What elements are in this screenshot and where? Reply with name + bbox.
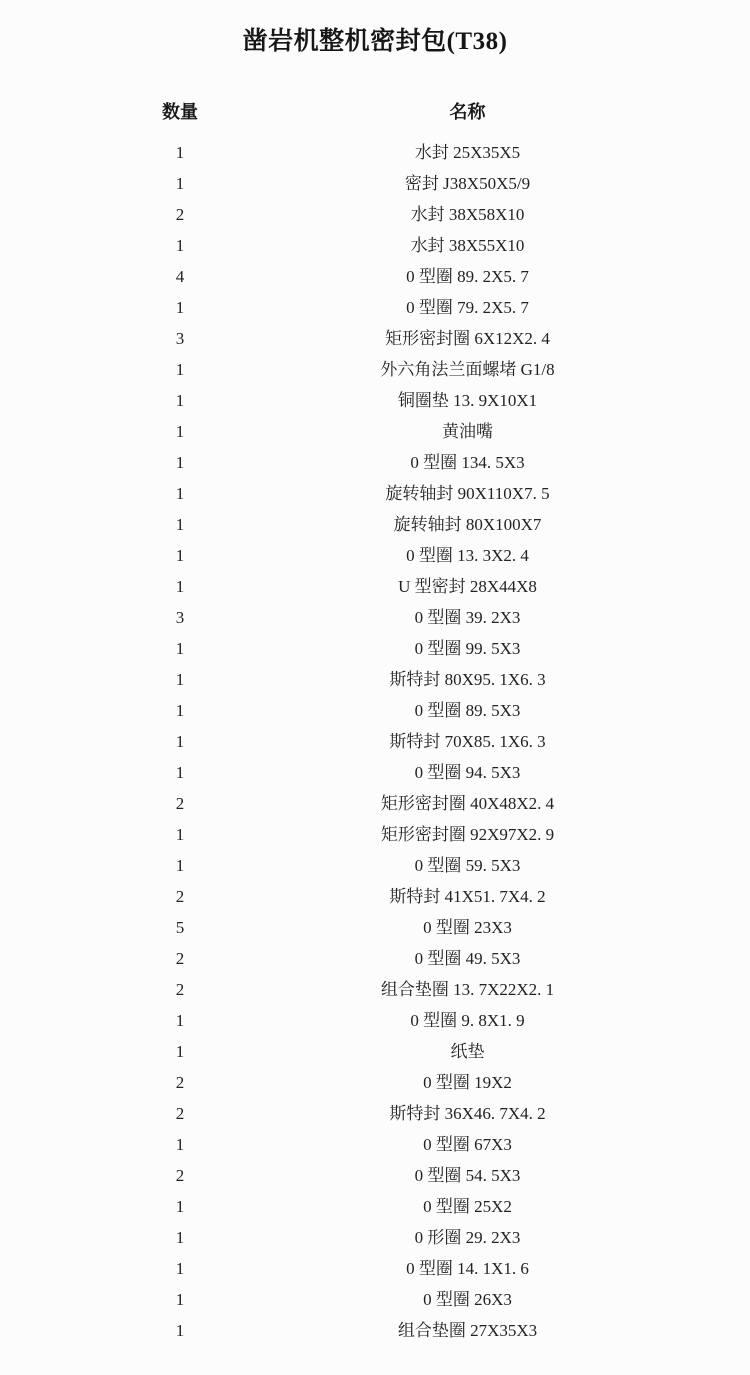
name-cell: 0 型圈 19X2 (423, 1073, 512, 1092)
quantity-cell: 2 (175, 1073, 185, 1092)
table-row (85, 230, 660, 261)
quantity-cell: 1 (175, 236, 185, 255)
name-cell: 斯特封 70X85. 1X6. 3 (389, 732, 546, 751)
name-cell: 矩形密封圈 40X48X2. 4 (380, 794, 555, 813)
quantity-cell: 1 (175, 856, 185, 875)
quantity-cell: 1 (175, 825, 185, 844)
name-cell: 0 型圈 67X3 (423, 1135, 512, 1154)
name-cell: 旋转轴封 90X110X7. 5 (385, 484, 550, 503)
name-cell: 0 型圈 25X2 (423, 1197, 512, 1216)
quantity-cell: 2 (175, 980, 185, 999)
quantity-cell: 2 (175, 794, 185, 813)
name-cell: 水封 38X58X10 (410, 205, 525, 224)
name-cell: 水封 25X35X5 (414, 143, 521, 162)
table-row (85, 664, 660, 695)
quantity-column-header: 数量 (162, 102, 198, 122)
quantity-cell: 1 (175, 391, 185, 410)
quantity-cell: 1 (175, 1321, 185, 1340)
name-cell: U 型密封 28X44X8 (398, 577, 537, 596)
name-cell: 水封 38X55X10 (410, 236, 525, 255)
name-cell: 0 型圈 26X3 (423, 1290, 512, 1309)
table-row (85, 509, 660, 540)
table-row (85, 292, 660, 323)
name-cell: 0 型圈 134. 5X3 (410, 453, 525, 472)
table-row (85, 912, 660, 943)
quantity-cell: 2 (175, 205, 185, 224)
name-cell: 0 型圈 49. 5X3 (414, 949, 521, 968)
table-header-row (85, 97, 660, 128)
table-row (85, 571, 660, 602)
name-cell: 斯特封 80X95. 1X6. 3 (389, 670, 546, 689)
table-row (85, 695, 660, 726)
table-row (85, 788, 660, 819)
table-row (85, 416, 660, 447)
quantity-cell: 1 (175, 1197, 185, 1216)
table-row (85, 974, 660, 1005)
table-row (85, 757, 660, 788)
name-cell: 纸垫 (450, 1042, 485, 1061)
table-row (85, 354, 660, 385)
quantity-cell: 2 (175, 1166, 185, 1185)
quantity-cell: 1 (175, 1228, 185, 1247)
quantity-cell: 1 (175, 732, 185, 751)
quantity-cell: 3 (175, 608, 185, 627)
name-cell: 0 型圈 54. 5X3 (414, 1166, 521, 1185)
name-cell: 黄油嘴 (442, 422, 493, 441)
quantity-cell: 1 (175, 701, 185, 720)
name-column-header: 名称 (449, 102, 486, 122)
quantity-cell: 2 (175, 887, 185, 906)
name-cell: 0 型圈 99. 5X3 (414, 639, 521, 658)
name-cell: 0 型圈 14. 1X1. 6 (406, 1259, 529, 1278)
quantity-cell: 4 (175, 267, 185, 286)
quantity-cell: 1 (175, 1011, 185, 1030)
table-body (85, 137, 660, 1346)
table-row (85, 819, 660, 850)
quantity-cell: 1 (175, 639, 185, 658)
quantity-cell: 1 (175, 484, 185, 503)
quantity-cell: 1 (175, 422, 185, 441)
table-row (85, 1284, 660, 1315)
table-row (85, 1253, 660, 1284)
name-cell: 外六角法兰面螺堵 G1/8 (380, 360, 555, 379)
table-row (85, 447, 660, 478)
table-row (85, 850, 660, 881)
name-cell: 0 形圈 29. 2X3 (414, 1228, 521, 1247)
quantity-cell: 1 (175, 143, 185, 162)
table-row (85, 726, 660, 757)
quantity-cell: 2 (175, 949, 185, 968)
quantity-cell: 1 (175, 577, 185, 596)
name-cell: 0 型圈 23X3 (423, 918, 512, 937)
name-cell: 0 型圈 89. 5X3 (414, 701, 521, 720)
table-row (85, 1005, 660, 1036)
quantity-cell: 1 (175, 1135, 185, 1154)
name-cell: 斯特封 36X46. 7X4. 2 (389, 1104, 546, 1123)
name-cell: 密封 J38X50X5/9 (404, 174, 531, 193)
quantity-cell: 1 (175, 298, 185, 317)
table-row (85, 261, 660, 292)
name-cell: 0 型圈 59. 5X3 (414, 856, 521, 875)
table-row (85, 1098, 660, 1129)
name-cell: 矩形密封圈 92X97X2. 9 (380, 825, 555, 844)
table-row (85, 478, 660, 509)
table-row (85, 199, 660, 230)
table-row (85, 943, 660, 974)
quantity-cell: 1 (175, 670, 185, 689)
name-cell: 0 型圈 79. 2X5. 7 (406, 298, 529, 317)
name-cell: 0 型圈 94. 5X3 (414, 763, 521, 782)
name-cell: 矩形密封圈 6X12X2. 4 (385, 329, 550, 348)
name-cell: 0 型圈 39. 2X3 (414, 608, 521, 627)
quantity-cell: 1 (175, 360, 185, 379)
name-cell: 组合垫圈 27X35X3 (397, 1321, 538, 1340)
page-title: 凿岩机整机密封包(T38) (242, 28, 508, 55)
table-row (85, 602, 660, 633)
quantity-cell: 1 (175, 515, 185, 534)
quantity-cell: 1 (175, 453, 185, 472)
table-row (85, 137, 660, 168)
name-cell: 铜圈垫 13. 9X10X1 (397, 391, 538, 410)
quantity-cell: 5 (175, 918, 185, 937)
table-row (85, 323, 660, 354)
table-row (85, 168, 660, 199)
quantity-cell: 2 (175, 1104, 185, 1123)
quantity-cell: 1 (175, 174, 185, 193)
quantity-cell: 3 (175, 329, 185, 348)
quantity-cell: 1 (175, 546, 185, 565)
table-row (85, 1191, 660, 1222)
table-row (85, 1315, 660, 1346)
table-row (85, 1129, 660, 1160)
name-cell: 0 型圈 9. 8X1. 9 (410, 1011, 525, 1030)
table-row (85, 540, 660, 571)
parts-table (85, 97, 660, 1346)
quantity-cell: 1 (175, 1042, 185, 1061)
name-cell: 斯特封 41X51. 7X4. 2 (389, 887, 546, 906)
table-row (85, 385, 660, 416)
table-row (85, 1036, 660, 1067)
quantity-cell: 1 (175, 763, 185, 782)
table-row (85, 633, 660, 664)
name-cell: 0 型圈 89. 2X5. 7 (406, 267, 529, 286)
name-cell: 组合垫圈 13. 7X22X2. 1 (380, 980, 555, 999)
table-row (85, 1160, 660, 1191)
table-row (85, 1222, 660, 1253)
quantity-cell: 1 (175, 1290, 185, 1309)
name-cell: 0 型圈 13. 3X2. 4 (406, 546, 529, 565)
quantity-cell: 1 (175, 1259, 185, 1278)
table-row (85, 881, 660, 912)
name-cell: 旋转轴封 80X100X7 (393, 515, 542, 534)
table-row (85, 1067, 660, 1098)
